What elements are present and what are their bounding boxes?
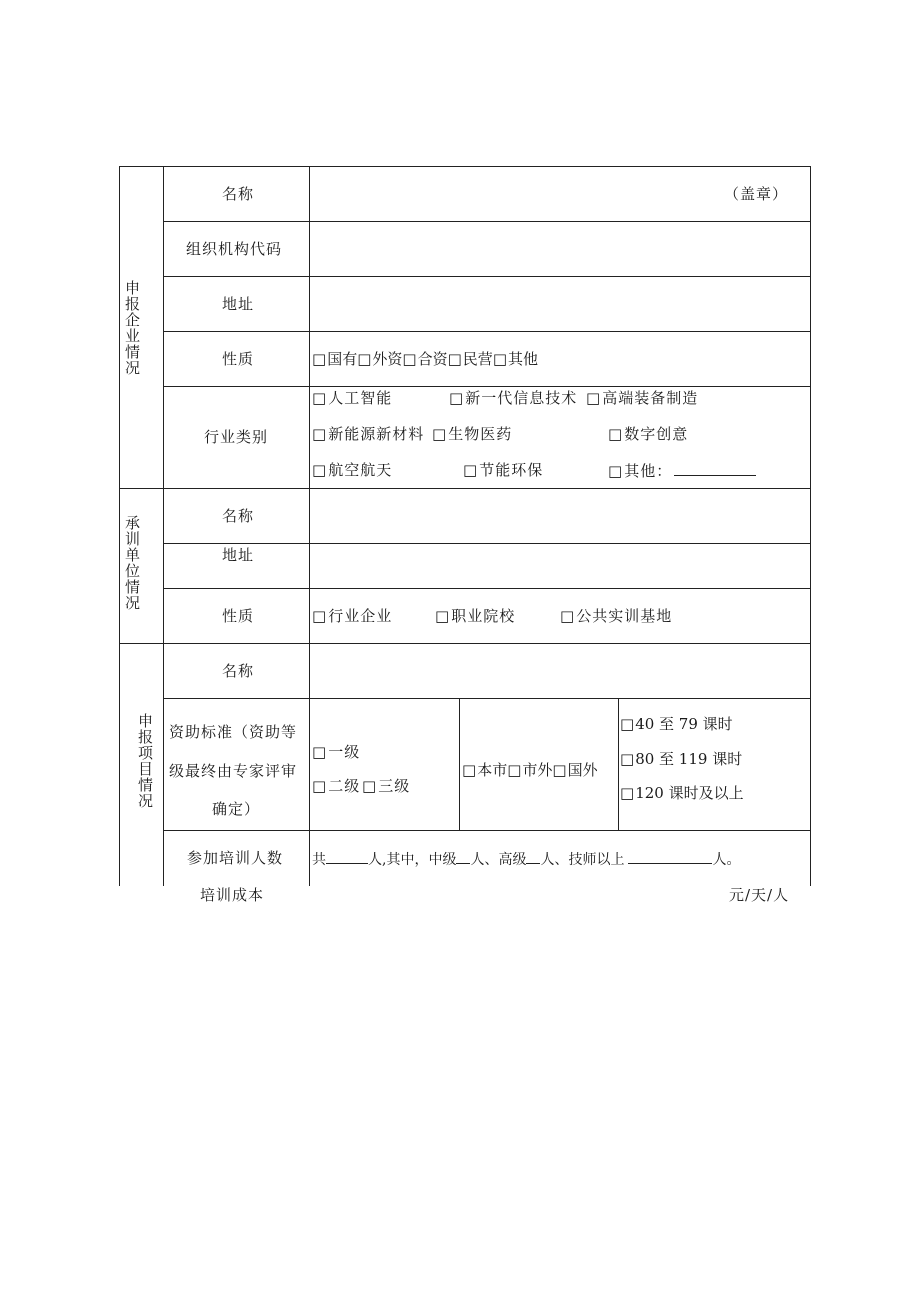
participants-suffix: 人。 <box>712 852 741 868</box>
trainer-option-college[interactable]: □ 职业院校 <box>435 607 515 625</box>
participants-mid-blank[interactable] <box>456 849 470 864</box>
section-enterprise-label: 申报企业情况 <box>123 280 141 376</box>
participants-tech-blank[interactable] <box>628 849 712 864</box>
industry-option-ai[interactable]: □ 人工智能 <box>312 389 392 407</box>
hours-option-120-plus[interactable]: □ 120 课时及以上 <box>620 784 744 802</box>
funding-label-line2: 级最终由专家评审 <box>169 762 298 780</box>
funding-label-line1: 资助标准（资助等 <box>169 723 298 741</box>
table-border <box>163 543 811 544</box>
project-name-field[interactable] <box>312 645 808 697</box>
hours-option-40-79[interactable]: □ 40 至 79 课时 <box>620 715 733 733</box>
table-border <box>163 386 811 387</box>
section-project-label: 申报项目情况 <box>136 713 154 809</box>
enterprise-name-label: 名称 <box>222 185 255 203</box>
industry-option-energy[interactable]: □ 新能源新材料 <box>312 425 424 443</box>
level-option-1[interactable]: □ 一级 <box>312 743 360 761</box>
trainer-option-enterprise[interactable]: □ 行业企业 <box>312 607 392 625</box>
section-trainer-label: 承训单位情况 <box>123 515 141 611</box>
table-border <box>119 166 120 886</box>
table-border <box>163 830 811 831</box>
location-option-abroad[interactable]: □ 国外 <box>552 761 597 779</box>
table-border <box>119 643 811 644</box>
trainer-nature-label: 性质 <box>222 607 255 625</box>
cost-label: 培训成本 <box>200 886 265 904</box>
trainer-address-label: 地址 <box>222 546 255 564</box>
table-border <box>618 698 619 830</box>
table-border <box>163 698 811 699</box>
enterprise-address-label: 地址 <box>222 295 255 313</box>
table-border <box>163 331 811 332</box>
participants-senior-blank[interactable] <box>526 849 540 864</box>
cost-unit: 元/天/人 <box>729 886 790 904</box>
enterprise-nature-label: 性质 <box>222 350 255 368</box>
table-border <box>163 588 811 589</box>
trainer-address-field[interactable] <box>312 545 808 587</box>
nature-option-jv[interactable]: □ 合资 <box>402 350 447 368</box>
table-border <box>810 166 811 886</box>
hours-option-80-119[interactable]: □ 80 至 119 课时 <box>620 750 742 768</box>
location-option-outside[interactable]: □ 市外 <box>507 761 552 779</box>
industry-option-other[interactable]: □ 其他： <box>608 461 756 480</box>
table-border <box>459 698 460 830</box>
nature-option-private[interactable]: □ 民营 <box>448 350 493 368</box>
participants-label: 参加培训人数 <box>187 849 284 867</box>
level-option-2[interactable]: □ 二级 <box>312 777 360 795</box>
seal-note: （盖章） <box>724 185 789 203</box>
industry-label: 行业类别 <box>204 428 269 446</box>
table-border <box>163 221 811 222</box>
trainer-name-label: 名称 <box>222 507 255 525</box>
industry-option-eco[interactable]: □ 节能环保 <box>463 461 543 479</box>
trainer-option-public-base[interactable]: □ 公共实训基地 <box>560 607 672 625</box>
participants-prefix: 共 <box>312 852 326 868</box>
industry-option-bio[interactable]: □ 生物医药 <box>432 425 512 443</box>
location-option-local[interactable]: □ 本市 <box>462 761 507 779</box>
project-name-label: 名称 <box>222 662 255 680</box>
nature-option-state[interactable]: □ 国有 <box>312 350 357 368</box>
participants-mid2: 人、高级 <box>470 852 527 868</box>
table-border <box>163 276 811 277</box>
participants-total-blank[interactable] <box>326 849 368 864</box>
industry-option-aero[interactable]: □ 航空航天 <box>312 461 392 479</box>
location-options <box>462 761 598 779</box>
enterprise-address-field[interactable] <box>312 278 808 330</box>
org-code-label: 组织机构代码 <box>186 240 283 258</box>
table-border <box>309 166 310 886</box>
enterprise-nature-options <box>312 350 538 368</box>
participants-line <box>312 849 740 869</box>
industry-option-it[interactable]: □ 新一代信息技术 <box>449 389 577 407</box>
org-code-field[interactable] <box>312 223 808 275</box>
participants-mid1: 人,其中，中级 <box>368 852 457 868</box>
trainer-name-field[interactable] <box>312 490 808 542</box>
industry-other-blank[interactable] <box>674 461 756 476</box>
table-border <box>119 488 811 489</box>
table-border <box>119 166 811 167</box>
industry-option-equipment[interactable]: □ 高端装备制造 <box>586 389 698 407</box>
nature-option-foreign[interactable]: □ 外资 <box>357 350 402 368</box>
table-border <box>163 166 164 886</box>
nature-option-other[interactable]: □ 其他 <box>493 350 538 368</box>
level-option-3[interactable]: □ 三级 <box>362 777 410 795</box>
industry-option-digital[interactable]: □ 数字创意 <box>608 425 688 443</box>
participants-mid3: 人、技师以上 <box>540 852 625 868</box>
funding-label-line3: 确定） <box>212 800 261 818</box>
